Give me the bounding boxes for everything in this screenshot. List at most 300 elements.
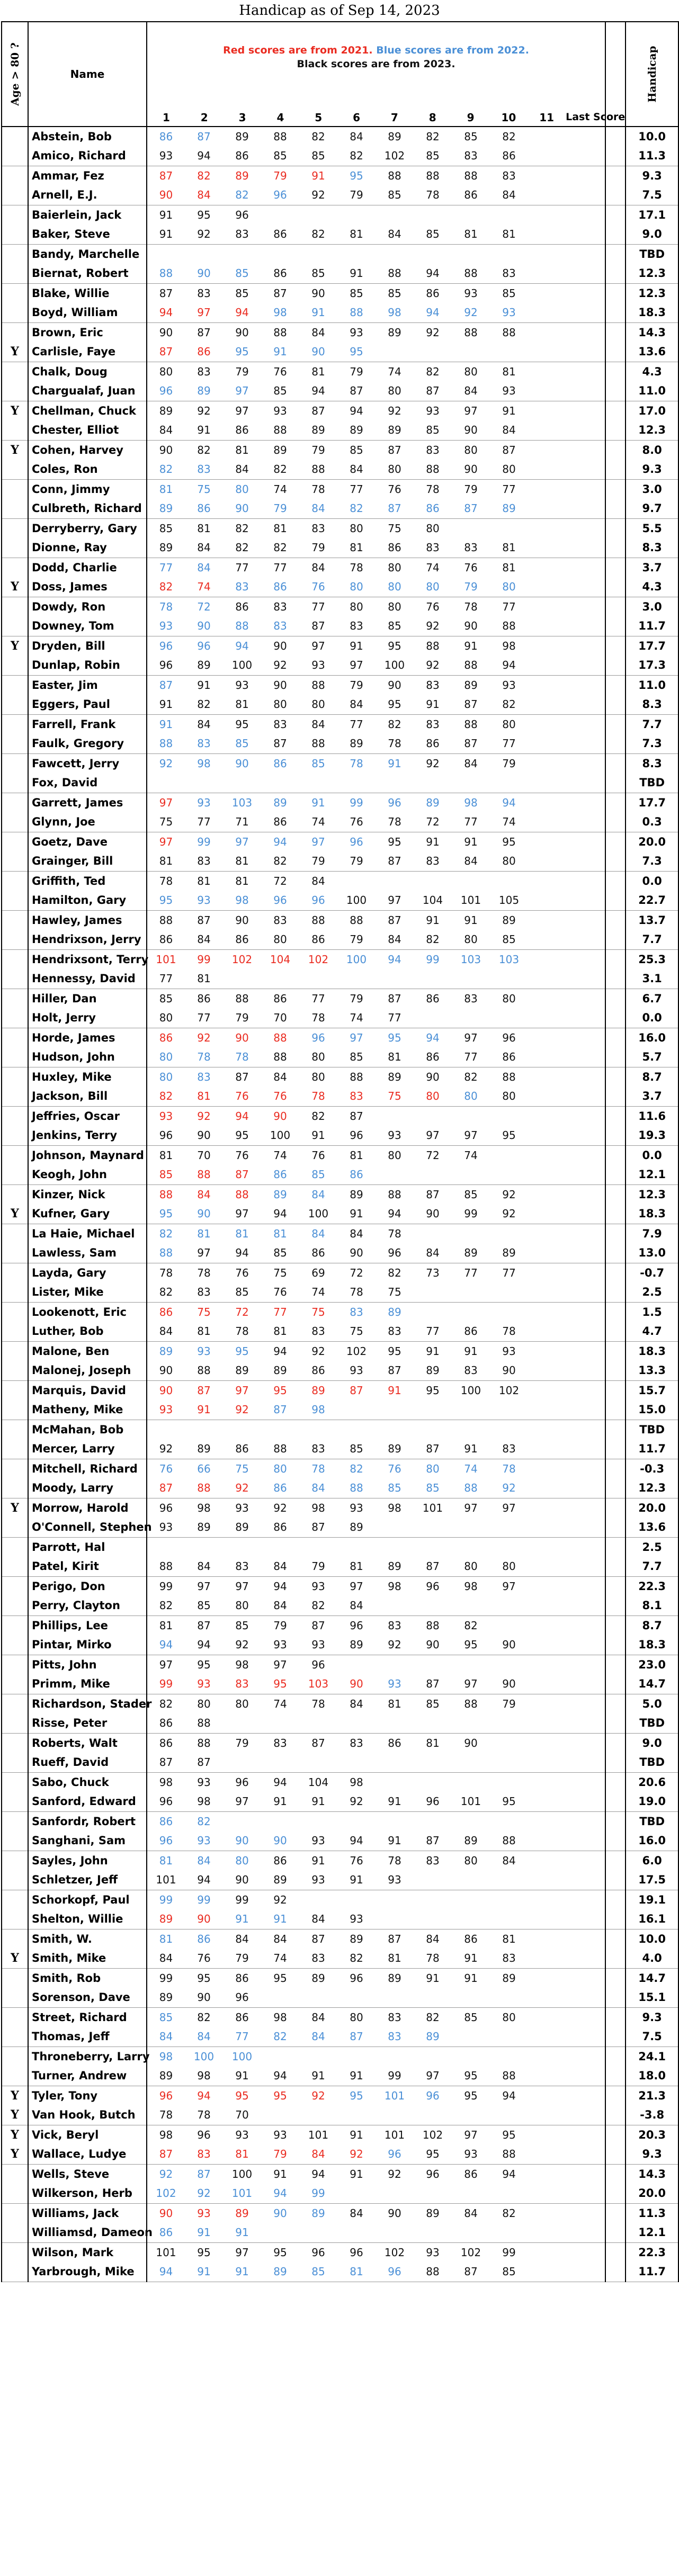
score-cell <box>299 1988 337 2007</box>
score-cell: 101 <box>156 953 176 966</box>
last-score-header: Last Score <box>566 111 626 123</box>
score-cell: 91 <box>159 698 173 711</box>
player-name: Chalk, Doug <box>28 362 147 381</box>
player-name: Keogh, John <box>28 1165 147 1184</box>
score-cell <box>528 1968 566 1988</box>
handicap-value: 0.0 <box>626 871 678 891</box>
score-cell: 78 <box>197 2108 211 2122</box>
score-cell: 82 <box>426 130 440 143</box>
score-cell <box>223 1811 261 1831</box>
handicap-value: 17.0 <box>626 401 678 420</box>
score-cell: 91 <box>464 1971 478 1985</box>
table-row <box>2 2184 678 2203</box>
score-cell: 89 <box>311 1384 325 1397</box>
handicap-value: 8.1 <box>626 1596 678 1615</box>
handicap-value: 12.1 <box>626 1165 678 1184</box>
score-cell: 83 <box>426 717 440 731</box>
score-cell <box>337 2047 376 2066</box>
age-flag: Y <box>2 2125 28 2144</box>
score-cell: 81 <box>388 1952 401 1965</box>
player-name: Hawley, James <box>28 910 147 930</box>
spacer-cell <box>605 518 626 538</box>
score-cell: 85 <box>311 757 325 770</box>
age-flag <box>2 1694 28 1713</box>
spacer-cell <box>605 1302 626 1322</box>
score-cell: 93 <box>311 1873 325 1887</box>
score-cell: 92 <box>159 1442 173 1456</box>
score-cell: 89 <box>388 130 401 143</box>
table-row <box>2 1302 678 1322</box>
score-cell: 97 <box>502 1501 516 1514</box>
table-row <box>2 342 678 362</box>
age-flag <box>2 891 28 910</box>
score-cell: 100 <box>460 1384 481 1397</box>
score-cell: 88 <box>159 1560 173 1573</box>
score-cell: 97 <box>235 1207 249 1220</box>
last-score-cell <box>566 205 605 225</box>
score-cell: 76 <box>235 1266 249 1279</box>
score-cell <box>414 1753 452 1772</box>
score-cell: 89 <box>273 1364 287 1377</box>
score-cell: 90 <box>197 620 211 633</box>
score-cell: 80 <box>464 1854 478 1867</box>
score-cell: 77 <box>197 815 211 829</box>
player-name: McMahan, Bob <box>28 1420 147 1439</box>
score-cell: 88 <box>311 463 325 476</box>
score-cell <box>452 1811 490 1831</box>
score-cell: 85 <box>311 149 325 163</box>
score-cell: 84 <box>350 1599 363 1612</box>
scores-header <box>147 22 626 127</box>
spacer-cell <box>605 1087 626 1106</box>
score-cell: 84 <box>311 502 325 515</box>
last-score-cell <box>566 166 605 185</box>
age-flag <box>2 518 28 538</box>
age-flag: Y <box>2 636 28 656</box>
score-cell: 87 <box>311 620 325 633</box>
age-flag <box>2 969 28 989</box>
spacer-cell <box>605 1008 626 1028</box>
score-cell: 81 <box>350 541 363 554</box>
score-cell: 90 <box>426 1070 440 1083</box>
last-score-cell <box>566 714 605 734</box>
last-score-cell <box>566 420 605 440</box>
score-cell: 70 <box>273 1011 287 1025</box>
score-cell: 91 <box>311 1129 325 1142</box>
handicap-value: 8.7 <box>626 1067 678 1087</box>
score-cell: 89 <box>235 2206 249 2220</box>
score-cell: 92 <box>197 1031 211 1044</box>
spacer-cell <box>605 1439 626 1459</box>
score-cell: 91 <box>464 1952 478 1965</box>
score-cell: 70 <box>235 2108 249 2122</box>
handicap-value: 13.7 <box>626 910 678 930</box>
score-cell: 81 <box>502 365 516 378</box>
age-flag <box>2 1302 28 1322</box>
score-cell: 78 <box>197 1266 211 1279</box>
score-cell: 98 <box>464 1579 478 1593</box>
score-cell: 84 <box>388 933 401 946</box>
player-name: Dryden, Bill <box>28 636 147 656</box>
score-cell: 89 <box>426 2030 440 2043</box>
score-cell: 97 <box>159 796 173 809</box>
score-cell: 86 <box>464 1325 478 1338</box>
score-cell: 91 <box>159 228 173 241</box>
handicap-value: 7.3 <box>626 851 678 871</box>
score-cell: 79 <box>273 2148 287 2161</box>
score-cell: 88 <box>426 1619 440 1632</box>
score-cell: 78 <box>311 1011 325 1025</box>
score-cell: 98 <box>159 1775 173 1789</box>
table-row <box>2 1145 678 1165</box>
score-cell: 89 <box>426 796 440 809</box>
score-cell: 88 <box>502 2148 516 2161</box>
score-cell: 95 <box>273 2089 287 2102</box>
score-cell: 92 <box>502 1482 516 1495</box>
score-cell: 101 <box>460 894 481 907</box>
score-cell: 102 <box>498 1384 520 1397</box>
score-cell: 92 <box>273 659 287 672</box>
score-cell: 80 <box>502 1090 516 1103</box>
last-score-cell <box>566 1792 605 1811</box>
score-cell <box>452 2184 490 2203</box>
spacer-cell <box>605 577 626 597</box>
score-cell <box>299 1537 337 1557</box>
score-cell <box>452 1988 490 2007</box>
score-cell: 79 <box>273 502 287 515</box>
score-cell: 88 <box>311 737 325 750</box>
age-flag <box>2 812 28 832</box>
player-name: Phillips, Lee <box>28 1615 147 1635</box>
score-cell <box>337 1811 376 1831</box>
table-row <box>2 499 678 518</box>
score-cell: 81 <box>388 1051 401 1064</box>
score-cell: 80 <box>350 522 363 535</box>
score-cell: 77 <box>502 1266 516 1279</box>
table-row <box>2 1322 678 1341</box>
player-name: Downey, Tom <box>28 616 147 636</box>
score-cell: 81 <box>197 874 211 887</box>
score-cell: 82 <box>426 933 440 946</box>
score-cell: 98 <box>311 1403 325 1416</box>
score-cell <box>376 1909 414 1929</box>
spacer-cell <box>605 479 626 499</box>
table-row <box>2 2027 678 2047</box>
score-cell: 89 <box>388 424 401 437</box>
score-cell <box>452 1596 490 1615</box>
score-cell <box>528 1537 566 1557</box>
last-score-cell <box>566 558 605 577</box>
last-score-cell <box>566 1067 605 1087</box>
table-row <box>2 2105 678 2125</box>
score-cell: 78 <box>350 561 363 574</box>
score-cell: 104 <box>422 894 443 907</box>
handicap-value: 11.3 <box>626 2203 678 2223</box>
score-cell: 90 <box>197 1207 211 1220</box>
score-cell: 91 <box>311 2069 325 2083</box>
last-score-cell <box>566 969 605 989</box>
score-cell: 80 <box>350 600 363 613</box>
player-name: Luther, Bob <box>28 1322 147 1341</box>
score-cell <box>528 1204 566 1224</box>
score-cell <box>452 518 490 538</box>
player-name: Sanghani, Sam <box>28 1831 147 1851</box>
score-cell: 81 <box>197 1090 211 1103</box>
score-cell: 96 <box>350 1619 363 1632</box>
score-cell: 80 <box>311 698 325 711</box>
table-row <box>2 1674 678 1694</box>
table-row <box>2 1537 678 1557</box>
last-score-cell <box>566 1811 605 1831</box>
score-cell <box>414 1772 452 1792</box>
score-cell: 77 <box>464 1266 478 1279</box>
spacer-cell <box>605 616 626 636</box>
score-column-number: 10 <box>501 111 516 124</box>
score-cell: 83 <box>235 1560 249 1573</box>
age-flag <box>2 1145 28 1165</box>
table-row <box>2 812 678 832</box>
table-row <box>2 2047 678 2066</box>
spacer-cell <box>605 832 626 851</box>
score-cell: 74 <box>388 365 401 378</box>
score-cell: 95 <box>235 345 249 358</box>
score-cell: 76 <box>235 1090 249 1103</box>
score-cell: 87 <box>464 737 478 750</box>
score-cell <box>528 1988 566 2007</box>
score-cell: 83 <box>273 913 287 927</box>
score-cell: 84 <box>273 1599 287 1612</box>
last-score-cell <box>566 2164 605 2184</box>
score-cell: 89 <box>159 1991 173 2004</box>
score-cell: 96 <box>159 2089 173 2102</box>
score-cell: 95 <box>388 1031 401 1044</box>
last-score-cell <box>566 225 605 244</box>
score-cell: 80 <box>502 855 516 868</box>
player-name: Eggers, Paul <box>28 695 147 714</box>
spacer-cell <box>605 910 626 930</box>
score-cell <box>490 1596 528 1615</box>
spacer-cell <box>605 1028 626 1047</box>
score-cell <box>490 1753 528 1772</box>
table-row <box>2 1909 678 1929</box>
last-score-cell <box>566 2223 605 2242</box>
score-cell: 93 <box>197 1775 211 1789</box>
score-cell: 96 <box>273 894 287 907</box>
player-name: Coles, Ron <box>28 460 147 479</box>
score-cell: 92 <box>311 2089 325 2102</box>
handicap-value: 20.6 <box>626 1772 678 1792</box>
table-row <box>2 1655 678 1674</box>
score-cell: 91 <box>350 639 363 652</box>
score-cell: 80 <box>426 1090 440 1103</box>
score-cell: 87 <box>388 1932 401 1945</box>
score-cell: 101 <box>384 2128 405 2141</box>
score-cell: 83 <box>273 717 287 731</box>
score-cell: 84 <box>197 189 211 202</box>
score-cell: 91 <box>197 2265 211 2278</box>
score-cell: 80 <box>159 1011 173 1025</box>
table-row <box>2 185 678 205</box>
last-score-cell <box>566 793 605 812</box>
handicap-value: 15.7 <box>626 1380 678 1400</box>
table-row <box>2 1126 678 1145</box>
handicap-value: -0.7 <box>626 1263 678 1282</box>
score-cell: 84 <box>159 1952 173 1965</box>
score-cell: 87 <box>159 678 173 692</box>
score-cell <box>376 2047 414 2066</box>
score-cell: 90 <box>464 424 478 437</box>
score-cell: 82 <box>197 169 211 182</box>
age-flag <box>2 832 28 851</box>
score-cell: 93 <box>350 326 363 339</box>
spacer-cell <box>605 734 626 753</box>
score-cell: 95 <box>197 208 211 221</box>
table-row <box>2 558 678 577</box>
handicap-header-label: Handicap <box>646 46 659 103</box>
age-flag: Y <box>2 440 28 460</box>
handicap-value: 16.0 <box>626 1028 678 1047</box>
score-cell: 94 <box>311 384 325 398</box>
score-cell: 78 <box>159 1266 173 1279</box>
score-cell: 84 <box>426 1246 440 1260</box>
score-cell: 83 <box>235 580 249 594</box>
player-name: Smith, Rob <box>28 1968 147 1988</box>
score-cell <box>452 1772 490 1792</box>
score-cell: 83 <box>388 2010 401 2024</box>
table-row <box>2 1596 678 1615</box>
handicap-value: 8.7 <box>626 1615 678 1635</box>
table-row <box>2 2223 678 2242</box>
score-cell: 92 <box>502 1188 516 1201</box>
score-cell: 93 <box>502 678 516 692</box>
score-cell: 86 <box>235 424 249 437</box>
age-flag: Y <box>2 1949 28 1968</box>
score-cell <box>147 244 185 264</box>
handicap-value: TBD <box>626 1811 678 1831</box>
handicap-value: 18.3 <box>626 1341 678 1361</box>
score-cell: 88 <box>502 620 516 633</box>
score-cell: 89 <box>159 404 173 417</box>
score-cell: 87 <box>464 2265 478 2278</box>
score-cell <box>490 1518 528 1537</box>
age-flag: Y <box>2 2105 28 2125</box>
player-name: Morrow, Harold <box>28 1498 147 1518</box>
score-cell: 86 <box>464 2167 478 2180</box>
score-cell: 83 <box>502 267 516 280</box>
last-score-cell <box>566 1400 605 1420</box>
score-cell <box>528 989 566 1008</box>
score-cell: 91 <box>197 1403 211 1416</box>
table-row <box>2 1243 678 1263</box>
score-cell <box>528 1106 566 1126</box>
score-column-number: 9 <box>467 111 475 124</box>
score-cell: 93 <box>388 1873 401 1887</box>
score-cell: 86 <box>273 1168 287 1181</box>
score-cell: 91 <box>426 913 440 927</box>
score-cell <box>452 969 490 989</box>
score-cell: 89 <box>426 2206 440 2220</box>
spacer-cell <box>605 2144 626 2164</box>
table-row <box>2 1949 678 1968</box>
player-name: Conn, Jimmy <box>28 479 147 499</box>
score-cell: 81 <box>426 1736 440 1749</box>
handicap-value: TBD <box>626 1753 678 1772</box>
score-cell <box>452 342 490 362</box>
score-cell: 95 <box>273 1971 287 1985</box>
score-cell <box>528 871 566 891</box>
score-cell: 96 <box>273 189 287 202</box>
score-cell <box>376 1165 414 1184</box>
score-cell: 87 <box>388 1364 401 1377</box>
score-cell: 80 <box>388 600 401 613</box>
score-cell: 97 <box>502 1579 516 1593</box>
score-cell <box>528 205 566 225</box>
score-cell <box>414 205 452 225</box>
score-cell: 97 <box>426 1129 440 1142</box>
score-cell: 84 <box>311 1227 325 1240</box>
player-name: Shelton, Willie <box>28 1909 147 1929</box>
score-cell <box>528 1361 566 1380</box>
score-cell: 99 <box>426 953 440 966</box>
score-cell: 81 <box>273 1325 287 1338</box>
score-cell <box>414 342 452 362</box>
score-cell: 97 <box>159 835 173 848</box>
score-cell: 96 <box>311 1031 325 1044</box>
score-cell: 90 <box>159 326 173 339</box>
score-cell <box>414 1713 452 1733</box>
score-cell: 89 <box>388 1971 401 1985</box>
table-row <box>2 1988 678 2007</box>
score-cell: 83 <box>197 737 211 750</box>
score-cell: 91 <box>235 1913 249 1926</box>
score-cell: 80 <box>273 933 287 946</box>
handicap-value: 19.1 <box>626 1890 678 1909</box>
spacer-cell <box>605 2105 626 2125</box>
score-cell: 94 <box>311 2167 325 2180</box>
table-row <box>2 2203 678 2223</box>
score-cell: 80 <box>502 1560 516 1573</box>
last-score-cell <box>566 1184 605 1204</box>
score-cell: 82 <box>350 1952 363 1965</box>
score-cell: 95 <box>273 2246 287 2259</box>
score-cell: 90 <box>273 678 287 692</box>
score-cell <box>528 1615 566 1635</box>
score-cell <box>261 1713 299 1733</box>
score-cell: 89 <box>273 796 287 809</box>
table-row <box>2 1184 678 1204</box>
score-cell: 85 <box>502 933 516 946</box>
table-row <box>2 1557 678 1576</box>
score-cell: 94 <box>273 2069 287 2083</box>
score-cell: 84 <box>311 1188 325 1201</box>
score-cell <box>261 1537 299 1557</box>
spacer-cell <box>605 1909 626 1929</box>
score-cell: 84 <box>311 2010 325 2024</box>
score-cell: 82 <box>311 1599 325 1612</box>
spacer-cell <box>605 1949 626 1968</box>
score-cell <box>376 1518 414 1537</box>
player-name: Baierlein, Jack <box>28 205 147 225</box>
age-flag <box>2 538 28 558</box>
score-cell: 85 <box>350 286 363 300</box>
age-flag <box>2 1988 28 2007</box>
handicap-value: 7.9 <box>626 1224 678 1243</box>
score-cell: 72 <box>273 874 287 887</box>
score-cell: 82 <box>388 1266 401 1279</box>
score-cell: 83 <box>502 169 516 182</box>
score-cell: 88 <box>159 913 173 927</box>
score-cell: 87 <box>197 2167 211 2180</box>
